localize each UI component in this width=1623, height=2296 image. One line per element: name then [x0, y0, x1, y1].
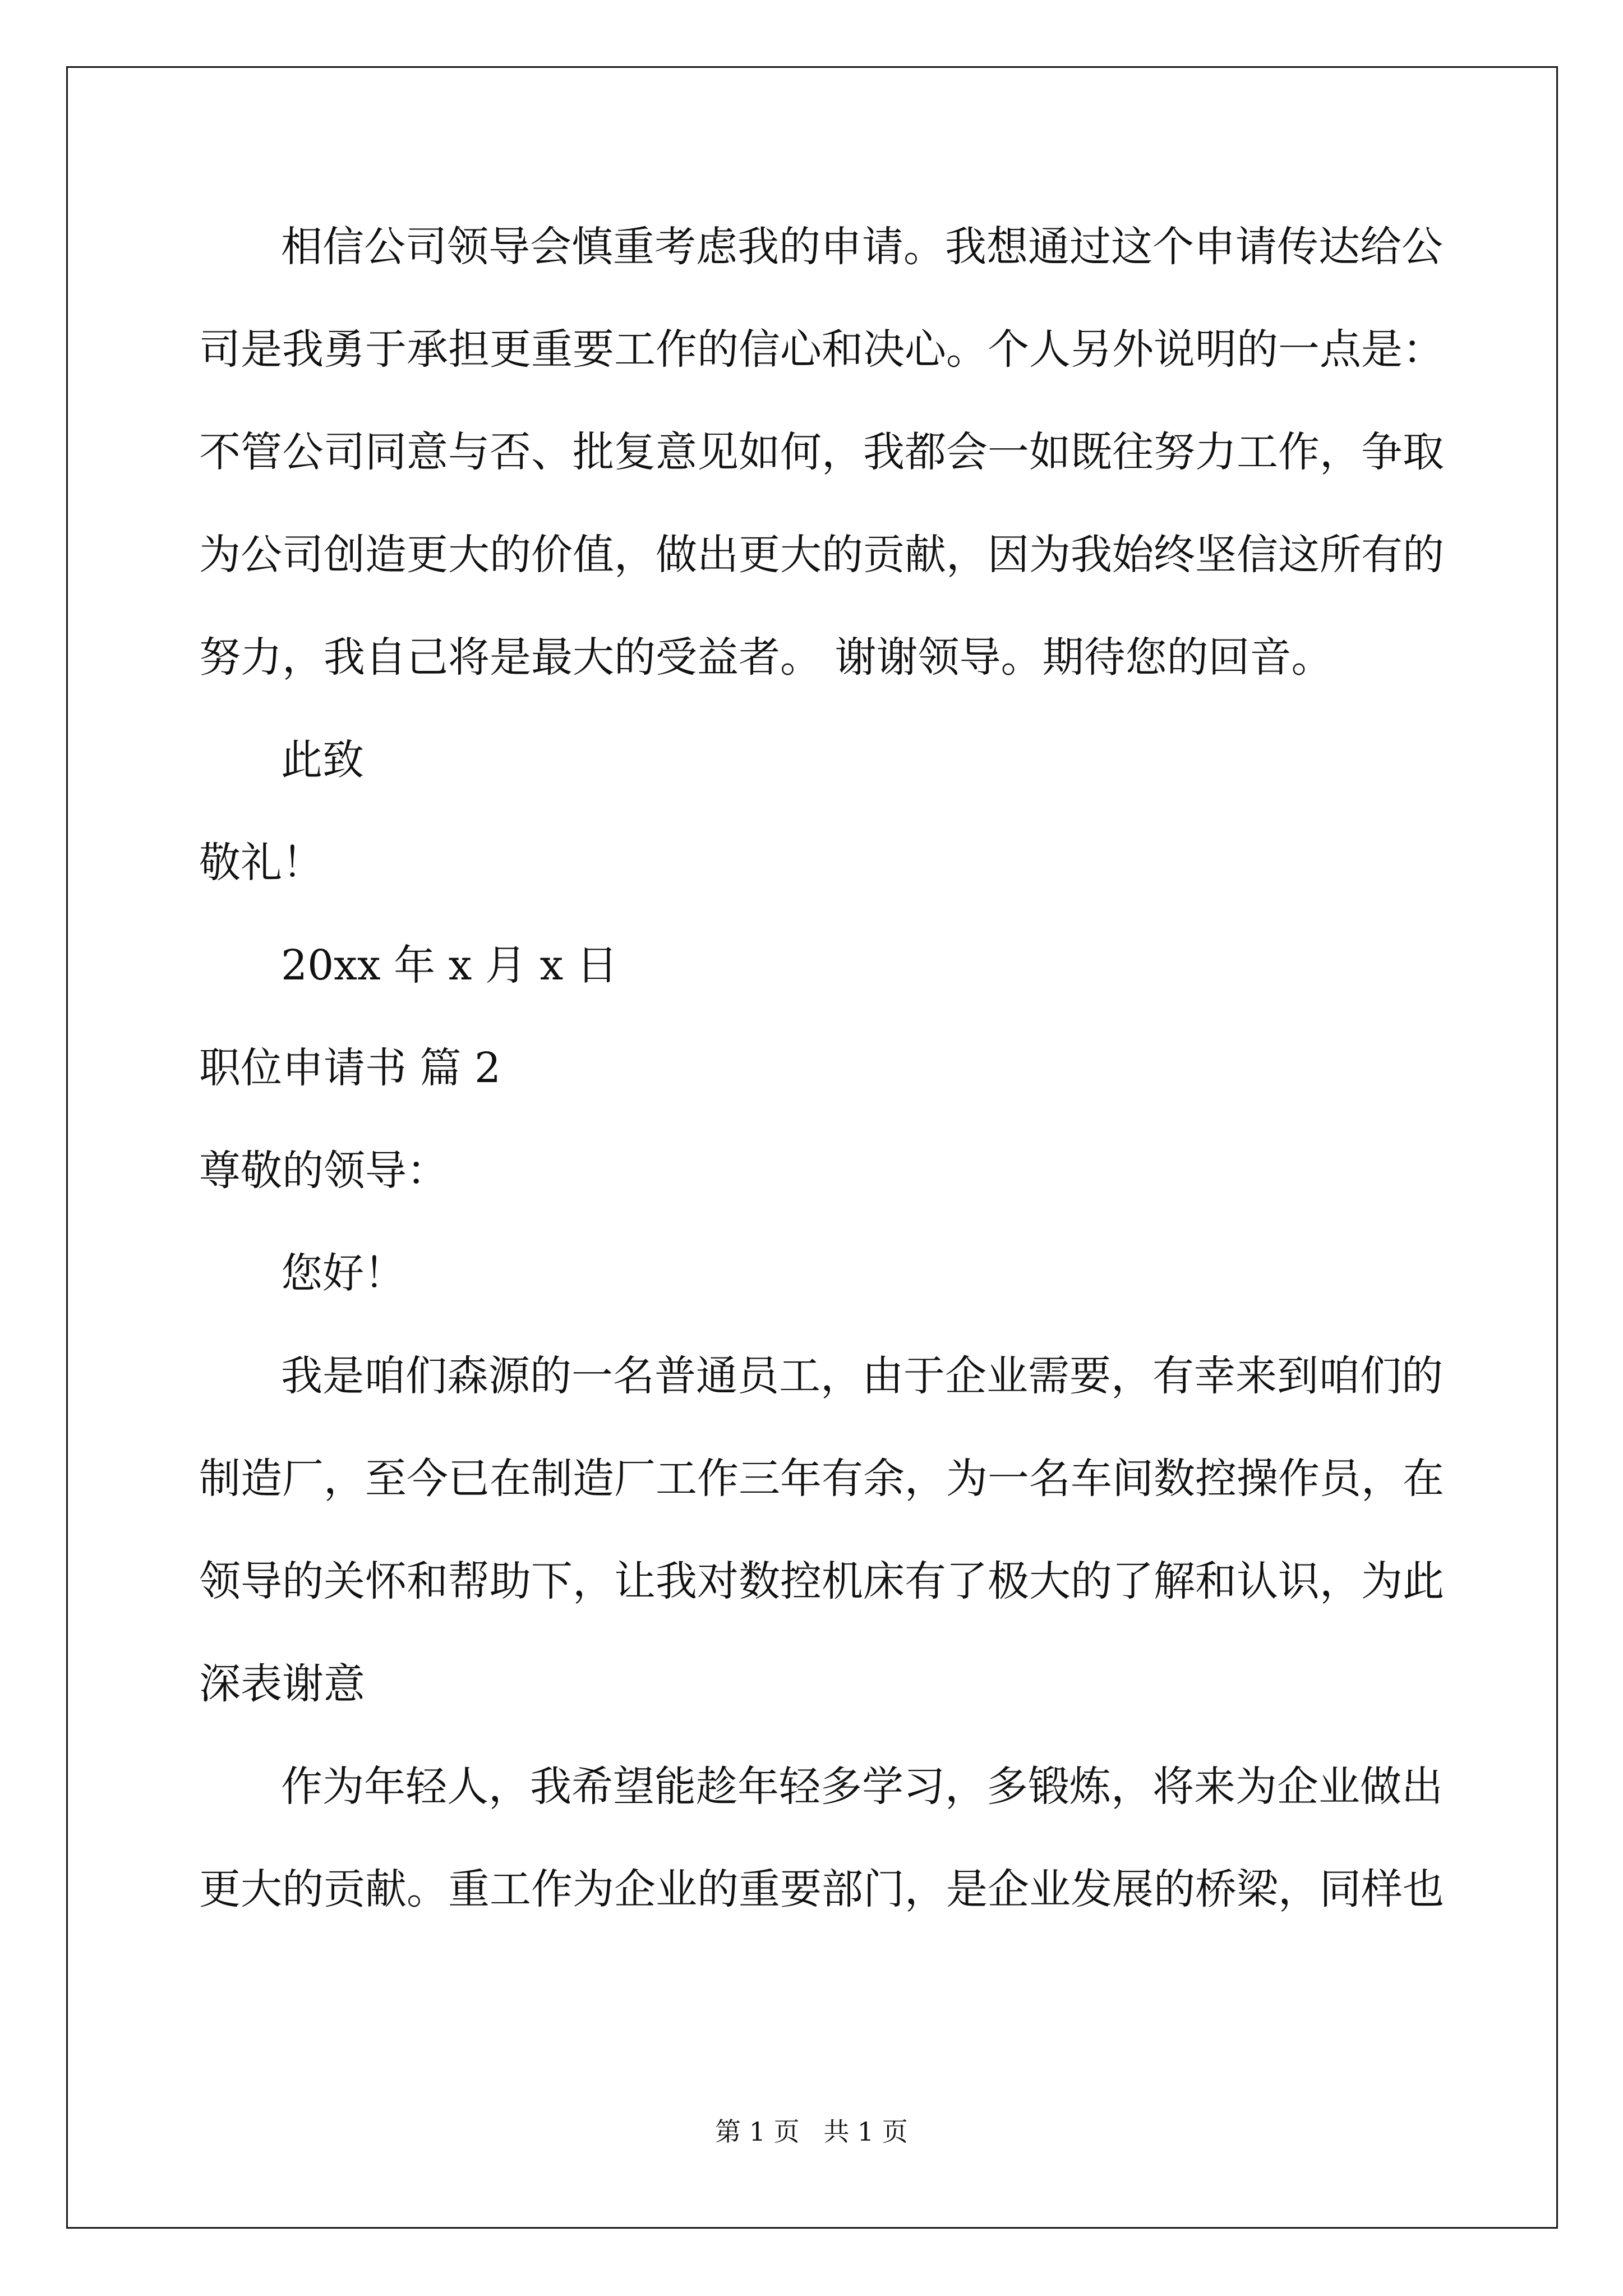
date-line: 20xx 年 x 月 x 日 — [281, 941, 618, 990]
paragraph-line: 领导的关怀和帮助下，让我对数控机床有了极大的了解和认识，为此 — [199, 1557, 1444, 1605]
paragraph-line: 深表谢意 — [199, 1660, 365, 1708]
greeting: 尊敬的领导： — [199, 1147, 448, 1195]
greeting-hello: 您好！ — [281, 1249, 405, 1297]
paragraph-line: 相信公司领导会慎重考虑我的申请。我想通过这个申请传达给公 — [281, 223, 1443, 271]
page-total: 共 1 页 — [823, 2116, 908, 2147]
closing-salutation: 此致 — [281, 736, 364, 784]
paragraph-line: 制造厂，至今已在制造厂工作三年有余，为一名车间数控操作员，在 — [199, 1455, 1444, 1503]
paragraph-line: 为公司创造更大的价值，做出更大的贡献，因为我始终坚信这所有的 — [199, 531, 1444, 579]
paragraph-line: 更大的贡献。重工作为企业的重要部门，是企业发展的桥梁，同样也 — [199, 1865, 1444, 1913]
paragraph-line: 作为年轻人，我希望能趁年轻多学习，多锻炼，将来为企业做出 — [281, 1763, 1443, 1811]
paragraph-line: 我是咱们森源的一名普通员工，由于企业需要，有幸来到咱们的 — [281, 1352, 1443, 1400]
page-number: 第 1 页 — [715, 2116, 800, 2147]
page-footer — [0, 2115, 1623, 2148]
paragraph-line: 司是我勇于承担更重要工作的信心和决心。个人另外说明的一点是： — [199, 325, 1444, 374]
paragraph-line: 努力，我自己将是最大的受益者。 谢谢领导。期待您的回音。 — [199, 633, 1333, 682]
paragraph-line: 不管公司同意与否、批复意见如何，我都会一如既往努力工作，争取 — [199, 428, 1444, 476]
closing-regards: 敬礼！ — [199, 839, 324, 887]
section-title: 职位申请书 篇 2 — [199, 1044, 501, 1092]
